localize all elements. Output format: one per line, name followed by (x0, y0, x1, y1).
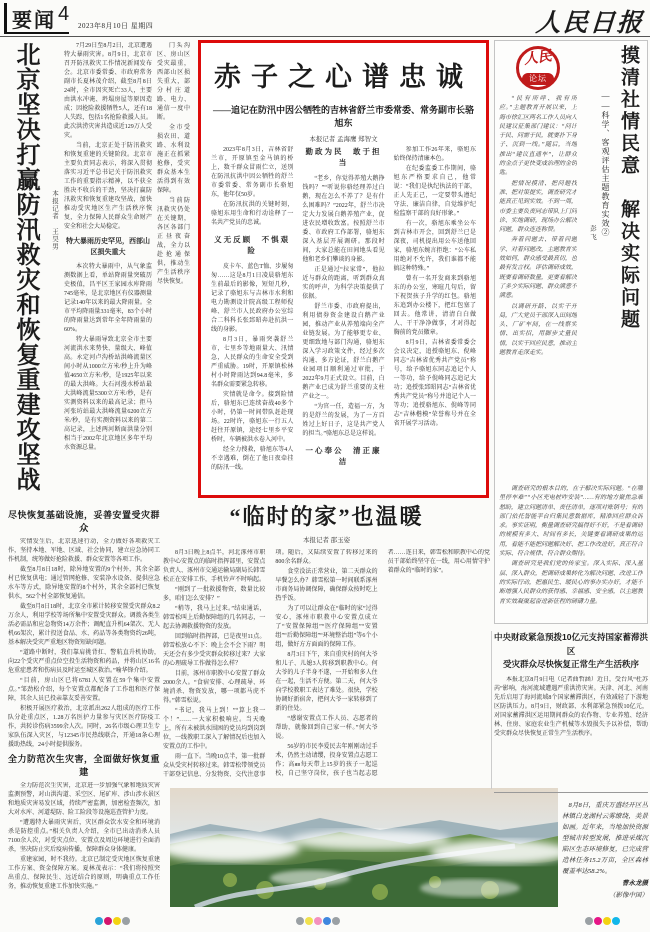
photo-photographer: 曹永龙摄 (622, 880, 648, 888)
feature-subhead-2: 勤政为民 敢于担当 (305, 147, 382, 168)
article-beijing-title: 北京坚决打赢防汛救灾和恢复重建攻坚战 (12, 42, 38, 492)
article-beijing-flood (8, 42, 198, 504)
forum-top-area (499, 45, 643, 481)
print-registration-dots-right (585, 917, 620, 925)
forum-title-block (577, 45, 643, 481)
landscape-photo (170, 788, 558, 907)
forum-body-bottom: 调查研究的根本目的，在于解决实际问题。“在哪里停车难”“小区充电桩咋安装”……有的地方聚焦急难愁盼，建立问题清单、责任清单，逐项对账销号；有的部门依托智能平台归集民意数据库，精准回应群众诉求。事实证明，衡量调查研究搞得好不好，不是看调研的规模有多大、时间有多长，关键要看调研成果的运用，看能不能把问题解决好、把工作改进好，真正符合实际、符合规律、符合群众期待。 调查研究是我们党的传家宝。深入实际、深入基层、深入群众，把调研成果转化为解决问题、改进工作的实际行动，把惠民生、暖民心的事办实办好，才能不断增强人民群众的获得感、幸福感、安全感，以主题教育实效凝聚起奋进新征程的磅礴力量。 (499, 486, 643, 605)
article-central-finance (494, 631, 648, 776)
article-temporary-home-title: “临时的家”也温暖 (229, 504, 424, 529)
section-prevent-secondary-disasters: 全力防范次生灾害，北京进一步加强气象和地质灾害监测预警，对山洪沟道、采空区、尾矿库、涉山涉水景区和地质灾害易发区域，持续严密监测，加密检查频次，加大对水库、河道堤防、险工险段等设施巡查管护力度。 “遭遇特大暴雨灾害后，灾区群众饮水安全和环境消杀是防控重点。”相关负责人介绍，全市已出动消杀人员7100余人次，对受灾点位、安置点及周边环境进行全面消杀，坚决防止灾后疫病传播，保障群众身体健康。 重建家园，时不我待。北京已制定受灾地区恢复重建工作方案、资金保障方案。夏林茂表示：“我们将按照突出重点、保障民生、远近结合的原则，明确重点工作任务，推动恢复重建工作加快实施。” (8, 783, 160, 890)
page-number: 4 (58, 3, 70, 25)
crosshead-prevent-secondary-disasters: 全力防范次生灾害，全面做好恢复重建 (8, 754, 161, 777)
feature-subhead-3: 一心奉公 清正廉洁 (305, 445, 382, 466)
feature-byline: 本报记者 孟海鹰 郑智文 (309, 136, 378, 143)
photo-credit: （影像中国） (609, 892, 648, 900)
print-registration-dots-left (95, 917, 130, 925)
peoples-forum-box (494, 40, 648, 624)
photo-caption: 8月8日，重庆万盛经开区丛林镇白龙湖村云雾缭绕，美景如画。近年来，当地加快资源型城市转型发展，推进采煤沉陷区生态环境修复，已完成营造林任务15.2万亩，全区森林覆盖率达58.2%。 (562, 802, 648, 876)
horizontal-rule (494, 792, 648, 793)
feature-article-red-box (198, 40, 489, 498)
feature-columns: 2023年8月3日，吉林省舒兰市，开原镇至金马镇的桥上，数千群众冒雨伫立，送别在防汛抗洪中因公牺牲的舒兰市委常委、常务副市长骆旭东，他年仅50岁。 在防汛抗洪的关键时刻，骆旭东用生命和行动诠释了一名共产党员的忠诚。 义无反顾 不惧艰险 皮卡车、蓝色T恤、步履匆匆……这是8月1日凌晨骆旭东生前最后的影像，短短几秒，记录了骆旭东与吉林市水利和电力勘测设计院高级工程师倪峰、舒兰市人民政府办公室综合二科科长张郅昭奔赴抗洪一线的身影。 8月3日，暴雨突袭舒兰市，七里乡等地雨量大、汛情急，人民群众的生命安全受到严重威胁。19时，开原镇松林村小时降雨达到94.8毫米，多名群众需要紧急转移。 灾情就是命令。接到险情后，骆旭东已连续奋战40多个小时，仍第一时间带队赶赴现场。22时许，骆旭东一行五人赶往开原镇，途经七里乡平安桥时，车辆被洪水卷入河中。 经全力搜救，骆旭东等4人不幸遇难，倒在了他日夜牵挂的防汛一线。 勤政为民 敢于担当 “老乡，你觉得养殖大鹅挣钱吗？”“听说你骆经理养过白鹅，现在怎么不养了？是有什么困难吗？”2022年，舒兰市决定大力发展白鹅养殖产业，促进农民增收致富。按照舒兰市委、市政府工作部署，骆旭东深入基层开展调研。那段时间，大家总能在田间地头看见他和老乡们攀谈的身影。 正是通过“拉家常”，他拉近与群众的距离，听到群众真实的呼声，为科学决策提供了依据。 舒兰市委、市政府提出，利用债券资金建设白鹅产业园，推动产业从养殖端向全产业链发展。为了能够更专业、更细致地与部门沟通，骆旭东深入学习政策文件，经过多次沟通、多方论证，舒兰白鹅产业园项目顺利通过审批，于2022年9月正式设立。目前，白鹅产业已成为舒兰重要的支柱产业之一。 “为官一任，造福一方，为的是舒兰的发展，为了一方百姓过上好日子，这是共产党人的担当。”骆旭东总是这样说。 一心奉公 清正廉洁 参加工作26年来，骆旭东始终保持清廉本色。 在纪委监委工作期间，骆旭东严格要求自己，他常说：“我们是执纪执法的干部，正人先正己，一定要带头遵纪守法、廉洁自律，自觉维护纪检监察干部的良好形象。” 有一次，骆旭东乘坐公车到吉林市开会，回到舒兰已是深夜，司机提出用公车送他回家，骆旭东婉言拒绝：“公车私用绝对不允许，我们谁都不能搞这种特殊。” 曾有一名开发商来到骆旭东的办公室，寒暄几句后，留下祝贺孩子升学的红包。骆旭东追到办公楼下，把红包塞了回去。他常讲，清清白白做人、干干净净做事，才对得起胸前的党员徽章。 8月9日，吉林省委常委会会议决定，追授骆旭东、倪峰同志“吉林省优秀共产党员”称号，给予骆旭东同志追记个人一等功，给予倪峰同志追记大功；追授张郅昭同志“吉林省优秀共产党员”称号并追记个人一等功；追授骆旭东、倪峰等同志“吉林楷模”荣誉称号并在全省开展学习活动。 (211, 147, 476, 471)
peoples-forum-logo (516, 46, 560, 90)
article-beijing-column-1: 7月29日至8月2日，北京遭遇特大暴雨灾害。8月9日，北京市召开防汛救灾工作情况新闻发布会。北京市委常委、市政府常务副市长夏林茂介绍，截至8月8日24时，全市因灾死亡33人，主要由洪水冲淹、坍塌房屋等原因造成；因抢险救援牺牲5人，还有18人失踪，包括1名抢险救援人员。此次洪涝灾害共造成近129万人受灾。 当前，北京正处于防汛救灾和恢复重建的关键阶段。北京市主要负责同志表示，将深入贯彻落实习近平总书记关于防汛救灾工作的重要指示精神，以不获全胜决不收兵的干劲，坚决打赢防汛救灾和恢复重建攻坚战，加快推动受灾地区生产生活秩序恢复，全力保障人民群众生命财产安全和社会大局稳定。 特大暴雨历史罕见，西部山区损失重大 本次特大暴雨中，从气象监测数据上看，单站降雨量突破历史极值，昌平区王家园水库降雨745毫米，是北京地区有仪器测量记录140年以来的最大降雨量。全市平均降雨量331毫米，83个小时的降雨量达到常年全年降雨量的60%。 特大暴雨导致北京全市主要河流洪水来势快、量级大、峰值高。永定河卢沟桥站洪峰流量区间小时从1000立方米/秒上升为峰值4650立方米/秒，是1925年以来的最大洪峰。大石河漫水桥站最大洪峰流量5300立方米/秒，是有实测资料以来的最高记录；拒马河张坊站最大洪峰流量6200立方米/秒，是有实测资料以来的第二高记录，上述两河断面洪量分别相当于2002年北京地区多年平均水资源总量。 (64, 43, 152, 451)
crosshead-restore-infrastructure: 尽快恢复基础设施，妥善安置受灾群众 (8, 510, 161, 533)
section-label: 要闻 (12, 10, 56, 32)
forum-title: 摸清社情民意 解决实际问题 (618, 45, 639, 331)
article-beijing-subhead: 特大暴雨历史罕见，西部山区损失重大 (66, 238, 150, 256)
forum-logo-renmin: 人民 (523, 49, 553, 68)
article-temporary-home-columns: 8月3日晚上8点半，河北涿州市职教中心安置点的临时指挥部里，安置点负责人、涿州市交通运输局副局长韩雪松正在安排工作，手机铃声不时响起。 “刚到了一批救援物资，数量比较多，咱们怎么安排？” “稍等，我马上过来。”结束通话，韩雪松叫上后勤保障组的几名同志，一起去协调救援物资的发放。 回到临时指挥部，已是夜里11点。韩雪松放心不下：晚上会不会下雨？明天还会有多少受灾群众转移过来？大家的心理疏导工作做得怎么样？ 目前，涿州市职教中心安置了群众2000余人。“食宿安排、心理疏导、环境消杀、物资发放，哪一项都马虎不得。”韩雪松说。 “书记，我马上到！”“算上我一个！”……一大家积极响应。当天晚上，所有未被洪水围困的党员均到岗到位，一线教职工深入了解情况后也加入安置点的工作中。 雨一直下。当晚10点半，第一批群众从受灾村转移过来。韩雪松带领党员干部登记信息、分发物资、交代注意事项。随后，又陆续安置了转移过来的800余名群众。 食堂没法正常营业，第二天群众的早餐怎么办？韩雪松第一时间联系涿州市商务局协调保障，确保群众按时吃上热乎饭。 为了可以让群众在“临时的家”过得安心，涿州市职教中心安置点成立了“安置保障组”“医疗保障组”“安置组”“后勤保障组”“环境整治组”等6个小组，做好方方面面的保障工作。 8月3日下午，来自重灾村的何大爷和儿子、儿媳3人转移到职教中心。何大爷的儿子半身不遂，一开始和多人住在一起，生活不方便。第二天，何大爷向学校教职工表达了难处。很快，学校协调好新宿舍，把何大爷一家转移到了新的住处。 “感谢安置点工作人员、志愿者的帮助，就像回到自己家一样。”何大爷说。 56岁的市民李爱民去年刚刚动过手术，仍然主动请缨，投身安置点志愿工作；高яв每天带上15岁的孩子一起巡校，自己坚守岗位，孩子也当起志愿者……连日来，韩雪松和职教中心的党员干部始终坚守在一线，用心用情守护着群众的“临时的家”。 (163, 550, 490, 778)
finance-title-line-2: 受灾群众尽快恢复正常生产生活秩序 (502, 659, 639, 670)
column-rule (491, 631, 492, 789)
print-registration-dots-center (296, 917, 340, 925)
header-rule (0, 36, 650, 37)
article-beijing-lower (8, 506, 160, 926)
finance-body (494, 676, 648, 776)
article-temporary-home-byline: 本报记者 邵玉姿 (302, 537, 351, 544)
date-line: 2023年8月10日 星期四 (78, 22, 154, 30)
page-header (0, 0, 650, 36)
feature-subhead-1: 义无反顾 不惧艰险 (214, 235, 291, 256)
feature-subtitle: ——追记在防汛中因公牺牲的吉林省舒兰市委常委、常务副市长骆旭东 (212, 105, 474, 128)
finance-title-line-1: 中央财政紧急预拨10亿元支持国家蓄滞洪区 (494, 632, 648, 656)
mountain-mist-photo-art (170, 788, 558, 907)
photo-caption-block (562, 800, 648, 902)
forum-logo-luntan: 论坛 (522, 73, 554, 85)
forum-author: 彭飞 (589, 225, 596, 242)
forum-subtitle: ——科学、客观评估主题教育实效② (601, 91, 610, 237)
forum-body-top: “民有所呼、我有所应。”主题教育开展以来，上海市徐汇区两名工作人员向人民建议征集部门建议：“问计于民、问需于民，就要扑下身子、沉到一线。”随后，当地推出“建议直通车”，让群众的金点子更快变成治理的金钥匙。 把情况摸清、把问题找准、把对策提实，调查研究才能真正见到实效。不到一周，市委主要负责同志带队上门问诊、实地调研，现场办公解决问题，群众连连称赞。 奔着问题去、带着问题学、对着问题改，主题教育实效如何，群众感受最真切，也最有发言权。评估调研成效，既要看调研数量，更要看解决了多少实际问题、群众满意不满意。 以调研开路、以实干开局，广大党员干部深入田间地头、厂矿车间，在一线察实情、出实招，用脚步丈量民情，以实干回应民意，推动主题教育走深走实。 (499, 96, 577, 357)
forum-left-column (499, 45, 577, 481)
feature-title: 赤子之心谱忠诚 (214, 62, 473, 92)
article-temporary-home (163, 500, 490, 787)
finance-body-text: 本报北京8月9日电（记者曲哲涵）近日，受台风“杜苏芮”影响，海河流域遭遇严重洪涝灾害。天津、河北、河南先后启用了海河流域8个国家蓄滞洪区，有效减轻了下游地区防洪压力。8月9日，财政部、水利部紧急预拨10亿元，对国家蓄滞洪区运用期间群众的农作物、专业养殖、经济林、住房、家庭农业生产机械等水毁损失予以补偿，帮助受灾群众尽快恢复正常生产生活秩序。 (494, 676, 648, 737)
article-beijing-column-2: 门头沟区、房山区受灾最重，西部山区损失重大，部分村庄道路、电力、通信一度中断。 全市受损农田、道路、水利设施正在抓紧抢修，受灾群众基本生活得到有效保障。 当前防汛救灾仍处在关键期，各区各部门正昼夜奋战，全力以赴抢通保供，推动生产生活秩序尽快恢复。 (157, 43, 190, 285)
masthead-logo: 人民日报 (534, 10, 645, 37)
section-restore-infrastructure: 灾情发生后，北京迅速行动，全力做好各项救灾工作，坚持本地、军地、区域、社会协同，建立应急协同工作机制，统筹做好抢险救援、群众安置等各项工作。 截至8月8日18时，除异地安置的9个村外，其余全部村已恢复供电；通过管网抢修、安装净水设备、提供应急水车等方式，除异地安置的8个村外，其余全部村已恢复供水，562个村全部恢复通信。 截至8月8日18时，北京全市累计转移安置受灾群众8.2万余人，利用学校等场所集中安置受灾群众。调拨各类生活必需品和应急物资14万余件；调配直升机64架次、无人机66架次，累计投送食品、水、药品等各类物资约26吨，基本解决受灾严重地区物资短缺问题。 “道路中断时，我们靠肩挑背扛、警航直升机协助，向22个受灾严重点位空投生活物资和药品，并将山区16名危重症患者和伤病员及时运至城区救治。”喻华锋介绍。 “目前，房山区已将6781人安置在59个集中安置点。”邹劲松介绍，每个安置点都配备了工作组和医疗保障，其余人员已投亲靠友妥善安置。 积极开展医疗救治，北京派出262人组成的医疗工作队分赴重点区，1.28万名医护力量参与灾区医疗防疫工作，共转诊伤病3599余人次。同时，26名市级心理卫生专家队伍深入灾区，与12345市民热线联合，开通18条心理援助热线，24小时提供服务。 (8, 539, 160, 748)
article-beijing-byline: 本报记者 王昊男 (51, 190, 58, 251)
